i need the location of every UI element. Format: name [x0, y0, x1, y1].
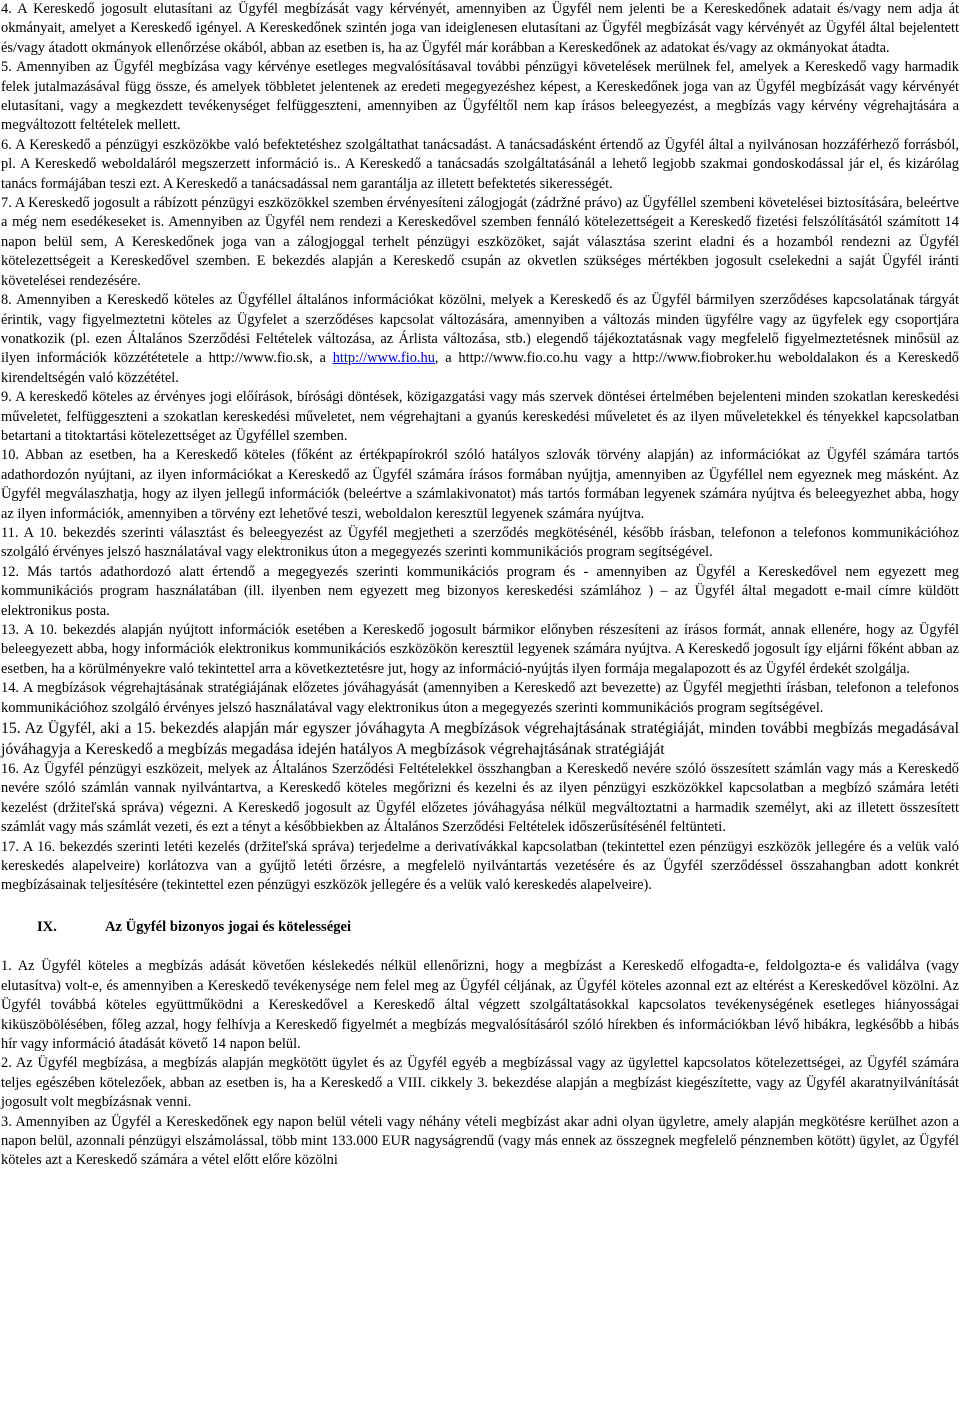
paragraph-8-text-a: 8. Amennyiben a Kereskedő köteles az Ügyféllel általános információkat közölni, melyek a Kereskedő és az Ügyfél bármilyen szerződéses kapcsolatának tárgyát érintik, vagy figyelmeztetni köteles az Ügyfelet a szerződéses kapcsolat változására, amennyiben a változás minden ügyfélre vagy az ügyfelek egy csoportjára vonatkozik (pl. ezen Általános Szerződési Feltételek változása, az Árlista változása, stb.) elegendő tájékoztatásnak vagy megfelelő figyelmeztetésnek minősül az ilyen információk közzététetele a http://www.fio.sk, a	[1, 292, 959, 367]
paragraph-12: 12. Más tartós adathordozó alatt értendő a megegyezés szerinti kommunikációs program és - amennyiben az Ügyfél a Kereskedővel nem egyezett meg kommunikációs program használatában (ill. ilyenben nem egyezett meg bizonyos kereskedési számlához ) – az Ügyfél által megadott e-mail címre küldött elektronikus posta.	[1, 563, 959, 619]
paragraph-16: 16. Az Ügyfél pénzügyi eszközeit, melyek az Általános Szerződési Feltételekkel összhangban a Kereskedő nevére szóló összesített számlán vagy más a Kereskedő nevére szóló számlán vannak nyilvántartva, a Kereskedő köteles megőrizni és kezelni és az ilyen pénzügyi eszközökkel kapcsolatban a megbízó számára letéti kezelést (držiteľská správa) végezni. A Kereskedő jogosult az Ügyfél előzetes jóváhagyása nélkül megváltoztatni a harmadik személyt, aki az illetett összesített számlát vagy más számlát vezeti, és ezt a tényt a későbbiekben az Általános Szerződési Feltételek időszerűsítésénél feltünteti.	[1, 761, 959, 836]
paragraph-8-text-b: , a http://www.fio.co.hu vagy a http://www.fiobroker.hu weboldalakon és a Kereskedő kirendeltségén való közzététel.	[1, 350, 959, 386]
section9-paragraph-3: 3. Amennyiben az Ügyfél a Kereskedőnek egy napon belül vételi vagy néhány vételi megbízást akar adni olyan ügyletre, amely alapján megkötésre kerülhet azon a napon belül, azonnali pénzügyi elszámolással, több mint 133.000 EUR nagyságrendű (vagy más ennek az összegnek megfelelő pénznemben kötött) ügylet, az Ügyfél köteles azt a Kereskedő számára a vétel előtt előre közölni	[1, 1113, 959, 1169]
fio-hu-link[interactable]: http://www.fio.hu	[332, 350, 435, 367]
paragraph-11: 11. A 10. bekezdés szerinti választást és beleegyezést az Ügyfél megjetheti a szerződés megkötésénél, később írásban, telefonon a telefonos kommunikációhoz szolgáló érvényes jelszó használatával vagy elektronikus úton a megegyezés szerinti kommunikációs program segítségével.	[1, 524, 959, 561]
section9-paragraph-1: 1. Az Ügyfél köteles a megbízás adását követően késlekedés nélkül ellenőrizni, hogy a megbízást a Kereskedő elfogadta-e, feldolgozta-e és validálva (vagy elutasítva) volt-e, és amennyiben a Kereskedő tevékenysége nem felel meg az Ügyfél céljának, az Ügyfél köteles azonnal ezt az eltérést a Kereskedővel közölni. Az Ügyfél továbbá köteles együttműködni a Kereskedővel a Kereskedő által végzett szolgáltatásokkal kapcsolatos tevékenységének esetleges hiányosságai kiküszöbölésében, főleg azzal, hogy felhívja a Kereskedő figyelmét a megbízás megvalósításáról szóló hírekben és információkban lévő hibákra, legkésőbb a hibás hír vagy információ átadását követő 14 napon belül.	[1, 958, 959, 1052]
paragraph-4: 4. A Kereskedő jogosult elutasítani az Ügyfél megbízását vagy kérvényét, amennyiben az Ügyfél nem jelenti be a Kereskedőnek adatait és/vagy nem adja át okmányait, amelyet a Kereskedő igényel. A Kereskedőnek szintén joga van ideiglenesen elutasítani az Ügyfél megbízását vagy kérvényét az Ügyfél által bejelentett és/vagy átadott okmányok ellenőrzése okából, abban az esetben is, ha az Ügyfél már korábban a Kereskedőnek az adatokat és/vagy az okmányokat átadta.	[1, 1, 959, 56]
paragraph-15: 15. Az Ügyfél, aki a 15. bekezdés alapján már egyszer jóváhagyta A megbízások végrehajtásának stratégiáját, minden további megbízás megadásával jóváhagyja a Kereskedő a megbízás megadása idején hatályos A megbízások végrehajtásának stratégiáját	[1, 720, 959, 759]
paragraph-14: 14. A megbízások végrehajtásának stratégiájának előzetes jóváhagyását (amennyiben a Kereskedő azt bevezette) az Ügyfél megjethti írásban, telefonon a telefonos kommunikációhoz szolgáló érvényes jelszó használatával vagy elektronikus úton a megegyezés szerinti kommunikációs program segítségével.	[1, 680, 959, 716]
section9-paragraph-2: 2. Az Ügyfél megbízása, a megbízás alapján megkötött ügylet és az Ügyfél egyéb a megbízással vagy az ügylettel kapcsolatos kötelezettségei, az Ügyfél számára teljes egészében kötelezőek, abban az esetben is, ha a Kereskedő a VIII. cikkely 3. bekezdése alapján a megbízást kiegészítette, vagy az Ügyfél akaratnyilvánítását jogosult volt megbízásnak venni.	[1, 1055, 959, 1111]
paragraph-9: 9. A kereskedő köteles az érvényes jogi előírások, bírósági döntések, közigazgatási vagy más szervek döntései értelmében bejelenteni minden szokatlan kereskedési műveletet, felfüggeszteni a szokatlan kereskedési műveletet, nem végrehajtani a gyanús kereskedési műveletet és az ilyen műveletekkel és tényekkel kapcsolatban betartani a titoktartási kötelezettséget az Ügyféllel szemben.	[1, 389, 959, 444]
paragraph-8	[1, 291, 959, 388]
section-title: Az Ügyfél bizonyos jogai és kötelességei	[105, 918, 352, 935]
section-number: IX.	[37, 918, 57, 935]
paragraph-7: 7. A Kereskedő jogosult a rábízott pénzügyi eszközökkel szemben érvényesíteni zálogjogát (zádržné právo) az Ügyféllel szembeni követelései biztosítására, beleértve a még nem esedékeseket is. Amennyiben az Ügyfél nem rendezi a Kereskedővel szemben fennáló kötelezettségeit a Kereskedő fizetési felszólításától számított 14 napon belül sem, A Kereskedőnek joga van a zálogjoggal terhelt pénzügyi eszközöket, saját választása szerint eladni és a hozamból rendezni az Ügyfél kötelezettségeit a Kereskedővel szemben. E bekezdés alapján a Kereskedő csupán az okvetlen szükséges mértékben jogosult cselekedni a saját Ügyfél iránti követelései rendezésére.	[1, 195, 959, 289]
paragraph-6: 6. A Kereskedő a pénzügyi eszközökbe való befektetéshez szolgáltathat tanácsadást. A tanácsadásként értendő az Ügyfél által a nyilvánosan hozzáférhező forrásból, pl. A Kereskedő weboldaláról megszerzett információ is.. A Kereskedő a tanácsadás szolgáltatásánál a lehető legjobb szakmai gondoskodással jár el, és kizárólag tanács formájában teszi ezt. A Kereskedő a tanácsadással nem garantálja az illetett befektetés sikerességét.	[1, 136, 959, 192]
paragraph-10: 10. Abban az esetben, ha a Kereskedő köteles (főként az értékpapírokról szóló hatályos szlovák törvény alapján) az információkat az Ügyfél számára tartós adathordozón nyújtani, az ilyen információkat a Kereskedő az Ügyfél számára írásos formában nyújtja, amennyiben az Ügyféllel nem egyeznek meg másként. Az Ügyfél megválaszhatja, hogy az ilyen jellegű információk (beleértve a számlakivonatot) más tartós formában legyenek számára nyújtva és beleegyezhet abba, hogy az ilyen információk, amennyiben a törvény ezt lehetővé teszi, weboldalon keresztül legyenek számára nyújtva.	[1, 447, 959, 522]
paragraph-5: 5. Amennyiben az Ügyfél megbízása vagy kérvénye esetleges megvalósításaval további pénzügyi követelések merülnek fel, amelyek a Kereskedő vagy harmadik felek jutalmazásával függ össze, és amelyek többletet jelentenek az eredeti megegyezéshez képest, a Kereskedőnek joga van az Ügyfél megbízását vagy kérvényét elutasítani, vagy a megkezdett tevékenységet felfüggeszteni, amennyiben az Ügyféltől nem kap írásos beleegyezést, a megbízás vagy kérvény végrehajtására a megváltozott feltételek mellett.	[1, 59, 959, 134]
paragraph-13: 13. A 10. bekezdés alapján nyújtott információk esetében a Kereskedő jogosult bármikor előnyben részesíteni az írásos formát, annak ellenére, hogy az Ügyfél beleegyezett abba, hogy információk elektronikus kommunikációs eszközökön keresztül legyenek számára nyújtva. A Kereskedő jogosult így eljárni főként abban az esetben, ha a körülményekre való tekintettel arra a következtetésre jut, hogy az információ-nyújtás ilyen formája megalapozott és az Ügyfél érdekét szolgálja.	[1, 622, 959, 677]
paragraph-17: 17. A 16. bekezdés szerinti letéti kezelés (držiteľská správa) terjedelme a derivatívákkal kapcsolatban (tekintettel ezen pénzügyi eszközök jellegére és a velük való kereskedés alapelveire) korlátozva van a gyűjtő letéti őrzésre, a megfelelö nyilvántartás vezetésére és az Ügyfél szerződéssel összahangban adott konkrét megbízásainak teljesítésére (tekintettel ezen pénzügyi eszközök jellegére és a velük való kereskedés alapelveire).	[1, 838, 959, 894]
section-heading	[37, 918, 959, 937]
